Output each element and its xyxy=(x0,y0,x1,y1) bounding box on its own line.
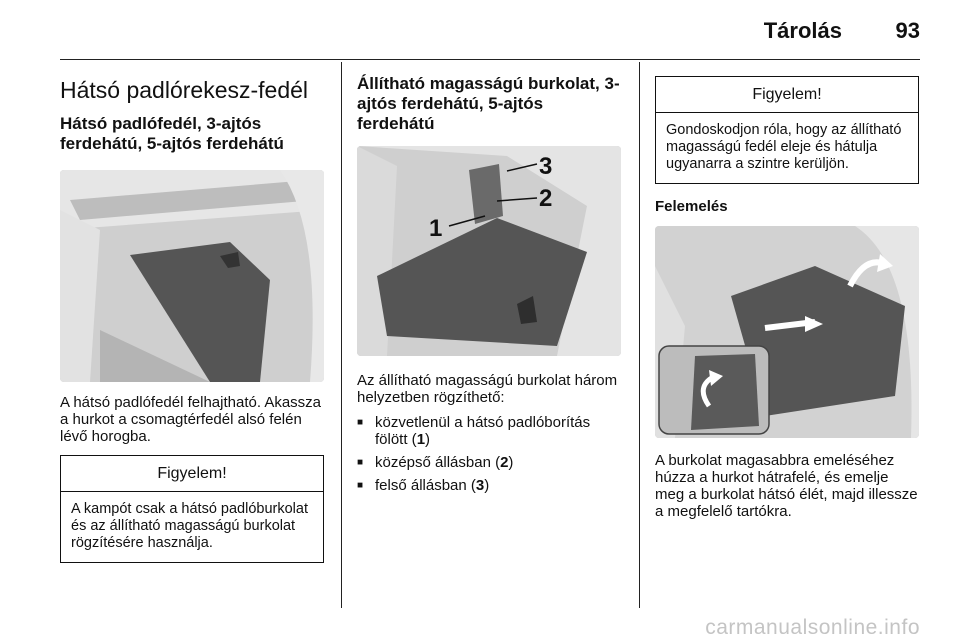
paragraph: A burkolat magasabbra emeléséhez húzza a hurkot hátrafelé, és emelje meg a burkolat hátsó élét, majd illessze a megfelelő tartókra. xyxy=(655,452,918,520)
note-title: Figyelem! xyxy=(61,456,323,492)
note-text: A kampót csak a hátsó padlóburkolat és az állítható magasságú burkolat rögzítésére használja. xyxy=(71,501,308,551)
figure-rear-floor-cover xyxy=(60,170,324,382)
note-title: Figyelem! xyxy=(656,77,918,113)
figure-adjustable-cover xyxy=(357,146,621,356)
subheading: Felemelés xyxy=(655,198,728,215)
page-number: 93 xyxy=(895,18,920,43)
main-heading: Hátsó padlórekesz-fedél xyxy=(60,77,309,103)
section-title: Tárolás xyxy=(763,18,842,43)
header-rule xyxy=(60,59,920,60)
subheading: Állítható magasságú burkolat, 3-ajtós ferdehátú, 5-ajtós ferdehátú xyxy=(357,74,620,133)
note-text: Gondoskodjon róla, hogy az állítható magasságú fedél eleje és hátulja ugyanarra a szintre kerüljön. xyxy=(666,122,902,172)
list-item: ■ közvetlenül a hátsó padlóborítás fölött (1) xyxy=(357,414,621,448)
paragraph: A hátsó padlófedél felhajtható. Akassza a hurkot a csomagtérfedél alsó felén lévő horogba. xyxy=(60,394,322,445)
list-item: ■ középső állásban (2) xyxy=(357,454,621,471)
column-right xyxy=(655,62,919,520)
figure-label-2: 2 xyxy=(539,185,553,212)
note-box xyxy=(60,455,324,563)
figure-label-3: 3 xyxy=(539,153,553,180)
column-middle xyxy=(357,62,621,500)
column-divider-2 xyxy=(639,62,640,608)
page-header xyxy=(0,0,960,62)
paragraph: Az állítható magasságú burkolat három helyzetben rögzíthető: xyxy=(357,372,618,406)
figure-lifting-cover xyxy=(655,226,919,438)
watermark: carmanualsonline.info xyxy=(705,616,920,639)
column-left xyxy=(60,62,324,563)
figure-label-1: 1 xyxy=(429,215,443,242)
position-list xyxy=(357,414,621,494)
list-item: ■ felső állásban (3) xyxy=(357,477,621,494)
subheading: Hátsó padlófedél, 3-ajtós ferdehátú, 5-ajtós ferdehátú xyxy=(60,114,284,153)
note-box xyxy=(655,76,919,184)
column-divider-1 xyxy=(341,62,342,608)
